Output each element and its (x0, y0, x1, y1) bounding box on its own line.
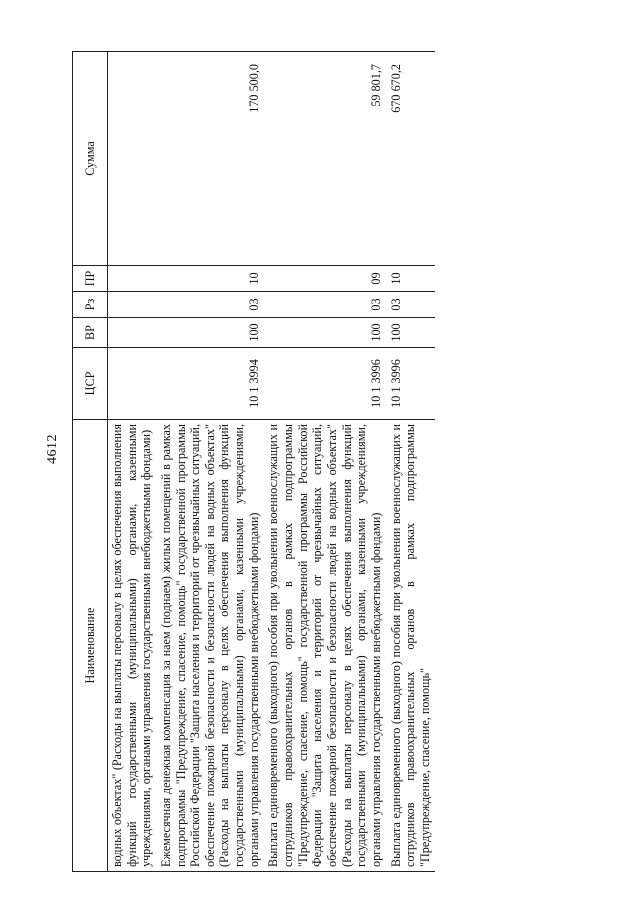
row-sum: 670 670,2 (387, 52, 436, 266)
table-row (108, 52, 157, 872)
row-csr (108, 348, 157, 420)
header-rz: Рз (73, 292, 108, 318)
table-row (264, 52, 386, 872)
page-number: 4612 (45, 434, 60, 464)
row-vr: 100 (264, 318, 386, 348)
row-vr: 100 (157, 318, 264, 348)
header-pr: ПР (73, 266, 108, 292)
row-name: Выплата единовременного (выходного) пособия при увольнении военнослужащих и сотрудников правоохранительных органов в рамках подпрограммы "Предупреждение, спасение, помощь" государственной программы Российской Федерации "Защита населения и территорий от чрезвычайных ситуаций, обеспечение пожарной безопасности и безопасности людей на водных объектах" (Расходы на выплаты персоналу в целях обеспечения выполнения функций государственными (муниципальными) органами, казенными учреждениями, органами управления государственными внебюджетными фондами) (264, 420, 386, 872)
row-csr: 10 1 3996 (387, 348, 436, 420)
rotated-page-content (72, 52, 612, 872)
row-sum: 170 500,0 (157, 52, 264, 266)
row-csr: 10 1 3996 (264, 348, 386, 420)
row-pr: 10 (387, 266, 436, 292)
row-csr: 10 1 3994 (157, 348, 264, 420)
header-vr: ВР (73, 318, 108, 348)
header-sum: Сумма (73, 52, 108, 266)
row-pr (108, 266, 157, 292)
row-rz: 03 (387, 292, 436, 318)
row-sum (108, 52, 157, 266)
row-name: Ежемесячная денежная компенсация за наем (поднаем) жилых помещений в рамках подпрограммы "Предупреждение, спасение, помощь" государственной программы Российской Федерации "Защита населения и территорий от чрезвычайных ситуаций, обеспечение пожарной безопасности и безопасности людей на водных объектах" (Расходы на выплаты персоналу в целях обеспечения выполнения функций государственными (муниципальными) органами, казенными учреждениями, органами управления государственными внебюджетными фондами) (157, 420, 264, 872)
header-name: Наименование (73, 420, 108, 872)
row-rz: 03 (264, 292, 386, 318)
row-name: водных объектах" (Расходы на выплаты персоналу в целях обеспечения выполнения функций государственными (муниципальными) органами, казенными учреждениями, органами управления государственными внебюджетными фондами) (108, 420, 157, 872)
table-row (387, 52, 436, 872)
row-vr (108, 318, 157, 348)
row-rz: 03 (157, 292, 264, 318)
row-rz (108, 292, 157, 318)
budget-table (72, 51, 435, 872)
header-csr: ЦСР (73, 348, 108, 420)
row-vr: 100 (387, 318, 436, 348)
row-name: Выплата единовременного (выходного) пособия при увольнении военнослужащих и сотрудников правоохранительных органов в рамках подпрограммы "Предупреждение, спасение, помощь" (387, 420, 436, 872)
table-row (157, 52, 264, 872)
row-pr: 10 (157, 266, 264, 292)
row-sum: 59 801,7 (264, 52, 386, 266)
table-header-row (73, 52, 108, 872)
row-pr: 09 (264, 266, 386, 292)
